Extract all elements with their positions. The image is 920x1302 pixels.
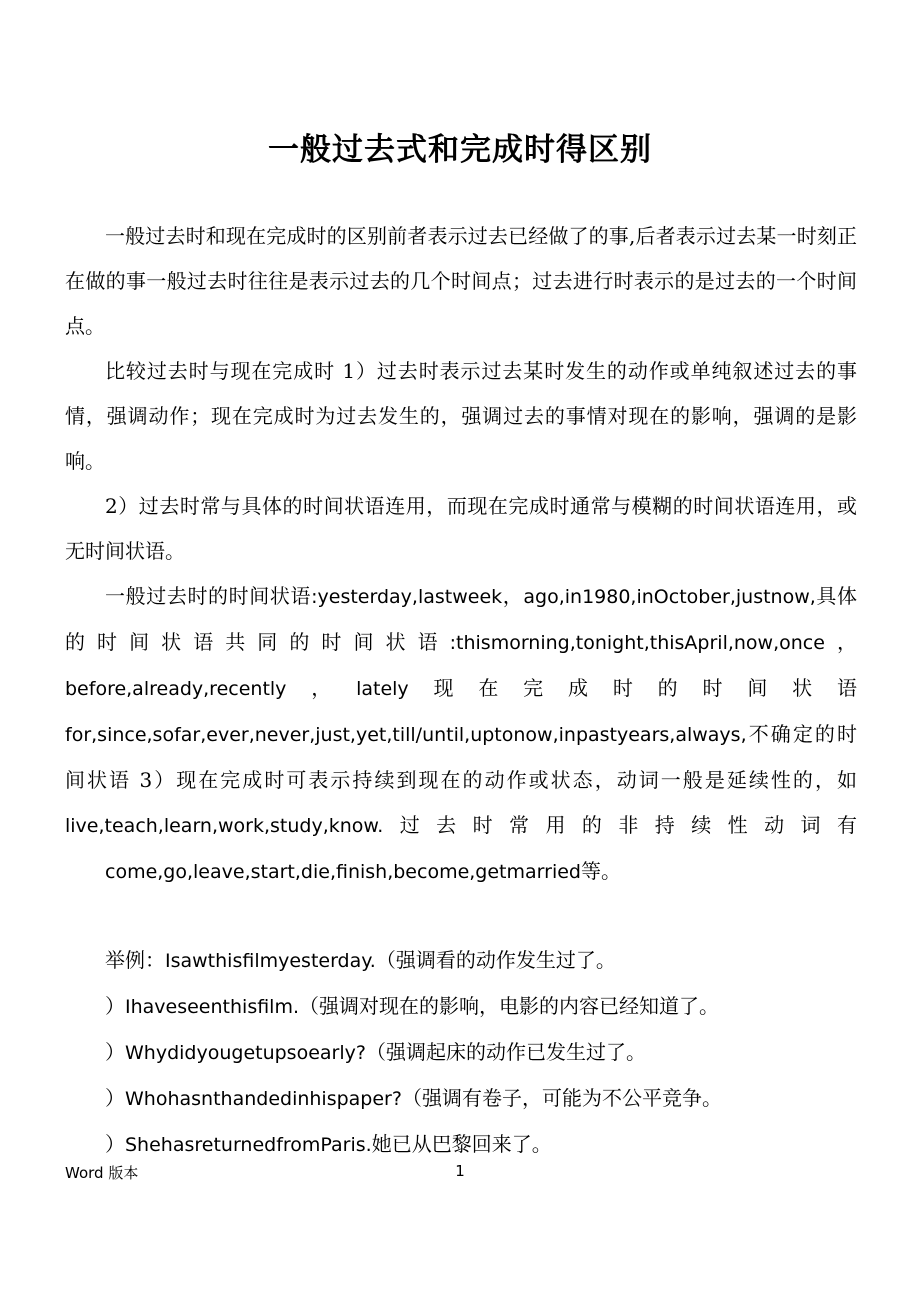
seg-en-5: lately bbox=[356, 678, 409, 700]
page-footer bbox=[65, 1162, 855, 1188]
footer-label-cjk: 版本 bbox=[108, 1164, 139, 1182]
seg-cjk-9: 等。 bbox=[580, 859, 621, 883]
example-note: 她已从巴黎回来了。 bbox=[371, 1132, 552, 1156]
seg-cjk-1: 一般过去时的时间状语 bbox=[105, 584, 312, 608]
example-line bbox=[65, 1076, 857, 1122]
example-prefix: ） bbox=[105, 994, 125, 1018]
seg-cjk-4: ， bbox=[824, 630, 858, 654]
seg-cjk-2: ， bbox=[502, 584, 524, 608]
paragraph-2: 比较过去时与现在完成时 1）过去时表示过去某时发生的动作或单纯叙述过去的事情，强调动作；现在完成时为过去发生的，强调过去的事情对现在的影响，强调的是影响。 bbox=[65, 359, 857, 473]
document-body bbox=[65, 214, 857, 895]
page-title: 一般过去式和完成时得区别 bbox=[268, 132, 652, 168]
example-line bbox=[65, 938, 857, 984]
example-note: （强调对现在的影响，电影的内容已经知道了。 bbox=[299, 994, 720, 1018]
example-prefix: ） bbox=[105, 1040, 125, 1064]
example-line bbox=[65, 1030, 857, 1076]
example-prefix: ） bbox=[105, 1086, 125, 1110]
seg-en-3: :thismorning,tonight,thisApril,now,once bbox=[449, 632, 825, 654]
seg-cjk-8: 过去时常用的非持续性动词有 bbox=[383, 813, 857, 837]
seg-cjk-6: 现在完成时的时间状语 bbox=[408, 676, 858, 700]
example-list bbox=[65, 938, 857, 1168]
example-sentence: Whohasnthandedinhispaper? bbox=[125, 1088, 402, 1110]
example-line bbox=[65, 984, 857, 1030]
seg-en-8: come,go,leave,start,die,finish,become,getmarried bbox=[105, 861, 581, 883]
seg-en-7: live,teach,learn,work,study,know. bbox=[65, 815, 384, 837]
example-note: （强调起床的动作已发生过了。 bbox=[365, 1040, 646, 1064]
paragraph-1: 一般过去时和现在完成时的区别前者表示过去已经做了的事,后者表示过去某一时刻正在做的事一般过去时往往是表示过去的几个时间点；过去进行时表示的是过去的一个时间点。 bbox=[65, 224, 857, 338]
example-sentence: Whydidyougetupsoearly? bbox=[125, 1042, 366, 1064]
seg-en-2: ago,in1980,inOctober,justnow, bbox=[523, 586, 816, 608]
seg-cjk-7: 不确定的时间状语 3）现在完成时可表示持续到现在的动作或状态，动词一般是延续性的，如 bbox=[65, 722, 857, 792]
seg-en-4: before,already,recently bbox=[65, 678, 287, 700]
paragraph-3: 2）过去时常与具体的时间状语连用，而现在完成时通常与模糊的时间状语连用，或无时间状语。 bbox=[65, 494, 857, 563]
example-prefix: ） bbox=[105, 1132, 125, 1156]
page-number: 1 bbox=[455, 1162, 465, 1180]
example-note: （强调看的动作发生过了。 bbox=[375, 948, 616, 972]
example-note: （强调有卷子，可能为不公平竞争。 bbox=[401, 1086, 722, 1110]
seg-cjk-3: 具体的时间状语共同的时间状语 bbox=[65, 584, 858, 654]
seg-en-1: :yesterday,lastweek bbox=[311, 586, 503, 608]
paragraph-time-adverbials bbox=[65, 574, 857, 895]
example-sentence: ShehasreturnedfromParis. bbox=[125, 1134, 372, 1156]
seg-en-6: for,since,sofar,ever,never,just,yet,till/until,uptonow,inpastyears,always, bbox=[65, 724, 747, 746]
example-sentence: Ihaveseenthisfilm. bbox=[125, 996, 300, 1018]
seg-lastline bbox=[65, 849, 857, 895]
example-prefix: 举例： bbox=[105, 948, 165, 972]
footer-label-en: Word bbox=[65, 1164, 104, 1182]
seg-cjk-5: ， bbox=[286, 676, 357, 700]
example-sentence: Isawthisfilmyesterday. bbox=[165, 950, 376, 972]
